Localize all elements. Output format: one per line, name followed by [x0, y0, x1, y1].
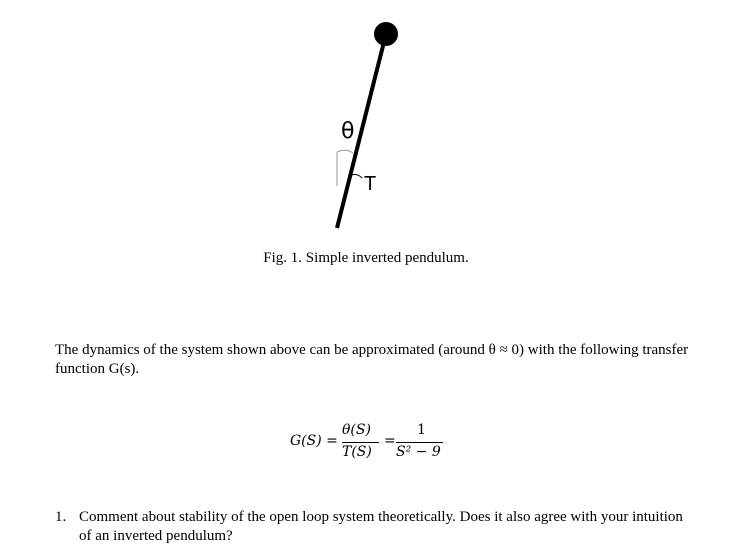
figure-caption-text: Fig. 1. Simple inverted pendulum. — [263, 250, 469, 266]
fraction2-denominator: S² − 9 — [396, 444, 441, 460]
torque-label: T — [364, 173, 377, 195]
figure-caption — [0, 250, 730, 267]
question-number: 1. — [55, 509, 67, 525]
fraction1-numerator: θ(S) — [342, 422, 371, 438]
question-text: Comment about stability of the open loop system theoretically. Does it also agree with your intuition of an inverted pendulum? — [79, 509, 683, 544]
pendulum-bob — [374, 22, 398, 46]
theta-angle-arc — [337, 150, 353, 153]
description-paragraph: The dynamics of the system shown above can be approximated (around θ ≈ 0) with the following transfer function G(s). — [55, 342, 689, 377]
fraction1-bar — [342, 442, 379, 443]
equation-equals: = — [384, 433, 396, 449]
fraction1-denominator: T(S) — [342, 444, 372, 460]
fraction2-numerator: 1 — [417, 422, 426, 438]
fraction2-bar — [396, 442, 443, 443]
equation-lhs: G(S) = — [290, 433, 338, 449]
pendulum-figure — [0, 0, 730, 245]
theta-label: θ — [341, 119, 355, 144]
